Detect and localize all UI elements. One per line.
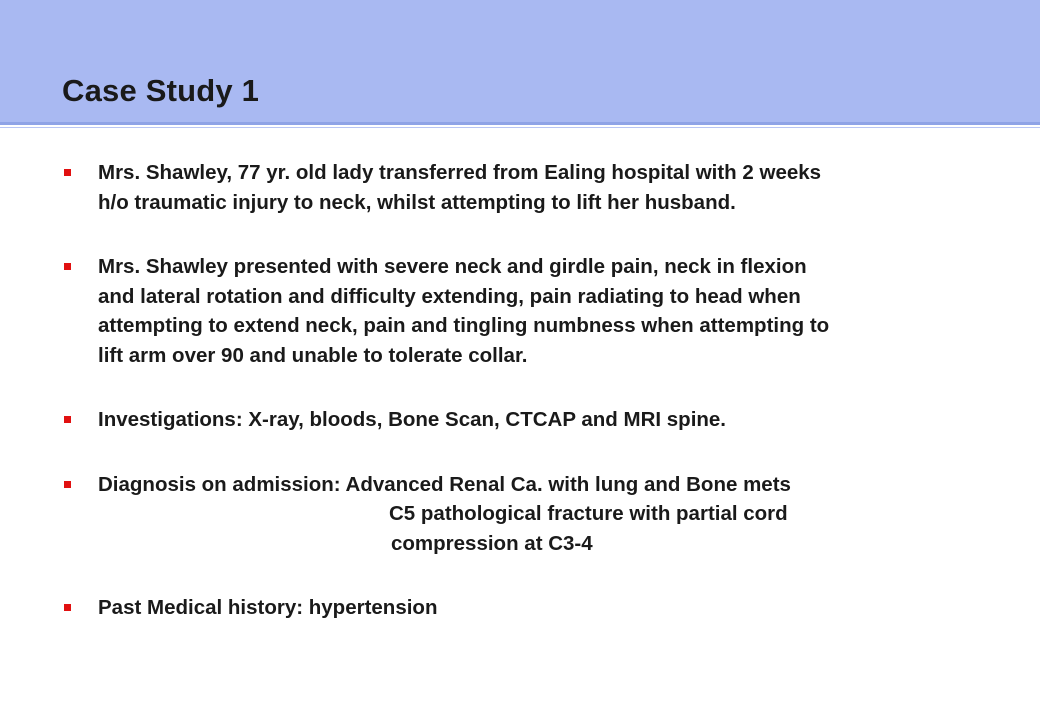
bullet-line: lift arm over 90 and unable to tolerate collar.	[98, 343, 528, 367]
bullet-item-history	[62, 593, 982, 623]
diagnosis-continuation-line: C5 pathological fracture with partial cord	[389, 502, 788, 525]
bullet-list	[62, 158, 982, 623]
bullet-line: attempting to extend neck, pain and tingling numbness when attempting to	[98, 314, 830, 337]
bullet-line: Mrs. Shawley presented with severe neck and girdle pain, neck in flexion	[98, 255, 807, 278]
bullet-line: Past Medical history: hypertension	[98, 596, 438, 619]
bullet-line: Diagnosis on admission: Advanced Renal Ca. with lung and Bone mets	[98, 472, 791, 496]
header-divider-thin	[0, 127, 1040, 128]
slide-title: Case Study 1	[62, 73, 260, 108]
diagnosis-continuation-line: compression at C3-4	[391, 531, 593, 555]
bullet-item-diagnosis	[62, 470, 982, 559]
bullet-marker-icon	[64, 169, 71, 176]
bullet-line: Investigations: X-ray, bloods, Bone Scan, CTCAP and MRI spine.	[98, 408, 727, 431]
header-divider	[0, 122, 1040, 125]
bullet-marker-icon	[64, 263, 71, 270]
bullet-item-presentation	[62, 252, 982, 370]
bullet-item-investigations	[62, 405, 982, 435]
bullet-line: and lateral rotation and difficulty extending, pain radiating to head when	[98, 284, 801, 308]
bullet-marker-icon	[64, 416, 71, 423]
bullet-line: Mrs. Shawley, 77 yr. old lady transferred from Ealing hospital with 2 weeks	[98, 161, 822, 184]
bullet-marker-icon	[64, 604, 71, 611]
bullet-item-transfer	[62, 158, 982, 217]
bullet-marker-icon	[64, 481, 71, 488]
bullet-line: h/o traumatic injury to neck, whilst attempting to lift her husband.	[98, 190, 736, 214]
